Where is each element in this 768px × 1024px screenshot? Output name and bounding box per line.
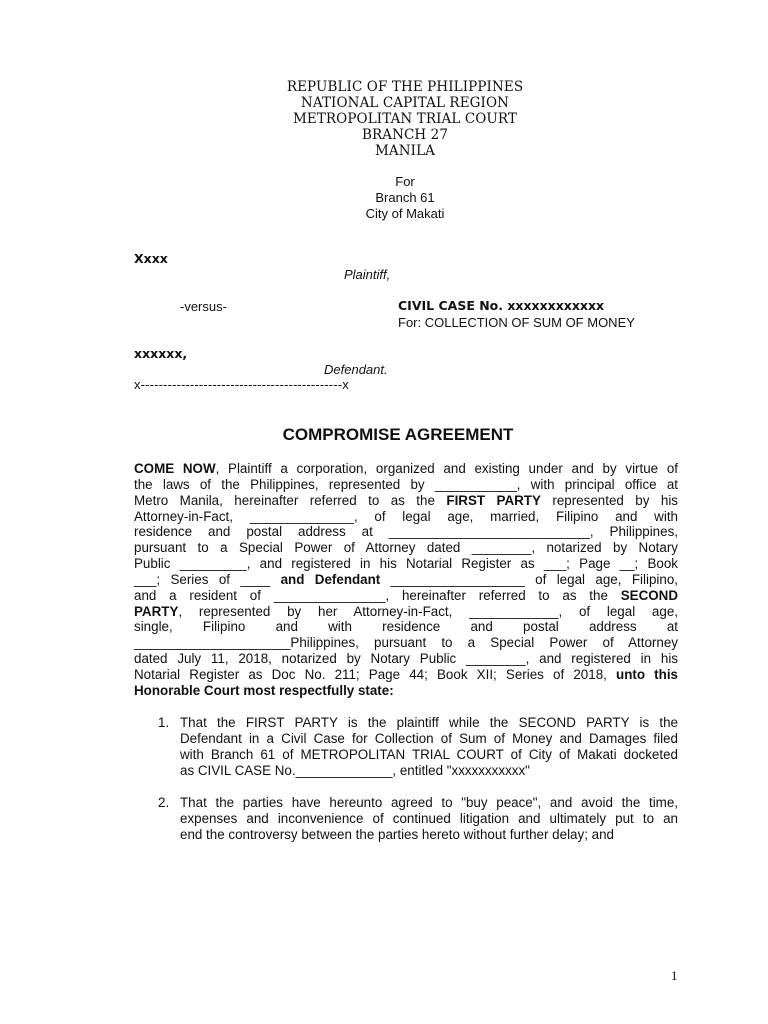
bold-text: and Defendant: [280, 571, 381, 587]
text-run: the laws of the Philippines, represented by ___________, with principal office at: [134, 476, 678, 492]
text-run: single, Filipino and with residence and postal address at: [134, 619, 678, 635]
text-run: _____________________Philippines, pursuant to a Special Power of Attorney: [134, 635, 678, 651]
intro-line: [134, 572, 678, 588]
list-item-line: That the FIRST PARTY is the plaintiff while the SECOND PARTY is the: [180, 715, 678, 730]
civil-case-number: CIVIL CASE No. xxxxxxxxxxxx: [398, 298, 605, 313]
header-line-republic: REPUBLIC OF THE PHILIPPINES: [286, 79, 524, 95]
list-item-text: [180, 715, 678, 778]
intro-line: [134, 619, 678, 635]
bold-text: Honorable Court most respectfully state:: [134, 682, 394, 698]
intro-line: [134, 540, 678, 556]
for-line: For: [395, 174, 415, 189]
list-item-line: with Branch 61 of METROPOLITAN TRIAL COURT of City of Makati docketed: [180, 746, 678, 762]
text-run: residence and postal address at ___________________________, Philippines,: [134, 524, 678, 540]
list-item-number: 2.: [158, 795, 170, 810]
intro-line: [134, 477, 678, 493]
intro-line: [134, 509, 678, 525]
intro-line: [134, 667, 678, 683]
text-run: and a resident of _______________, hereinafter referred to as the: [134, 587, 621, 603]
intro-paragraph: [134, 461, 678, 699]
list-item-line: end the controversy between the parties hereto without further delay; and: [180, 826, 614, 842]
intro-line: [134, 524, 678, 540]
header-line-region: NATIONAL CAPITAL REGION: [300, 95, 510, 111]
intro-line: [134, 635, 678, 651]
text-run: Notarial Register as Doc No. 211; Page 44; Book XII; Series of 2018,: [134, 666, 617, 682]
list-item-text: [180, 795, 678, 843]
text-run: ___; Series of ____: [134, 571, 281, 587]
document-title: COMPROMISE AGREEMENT: [282, 425, 514, 444]
plaintiff-label: Plaintiff,: [344, 267, 391, 282]
intro-line: [134, 493, 678, 509]
header-line-branch: BRANCH 27: [361, 127, 449, 143]
court-header: [0, 79, 768, 159]
plaintiff-name: Xxxx: [134, 251, 168, 266]
list-item-line: Defendant in a Civil Case for Collection of Sum of Money and Damages filed: [180, 730, 678, 746]
header-line-court: METROPOLITAN TRIAL COURT: [292, 111, 518, 127]
for-branch-line: Branch 61: [375, 190, 435, 205]
versus-label: -versus-: [180, 299, 227, 314]
text-run: Attorney-in-Fact, ______________, of legal age, married, Filipino and with: [134, 508, 678, 524]
header-line-city: MANILA: [374, 143, 436, 159]
bold-text: unto this: [616, 666, 678, 682]
text-run: , Plaintiff a corporation, organized and existing under and by virtue of: [215, 461, 678, 476]
text-run: __________________ of legal age, Filipino,: [380, 571, 679, 587]
intro-line: [134, 604, 678, 620]
bold-text: PARTY: [134, 603, 179, 619]
defendant-name: xxxxxx,: [134, 346, 188, 361]
text-run: pursuant to a Special Power of Attorney dated ________, notarized by Notary: [134, 540, 678, 556]
case-nature: For: COLLECTION OF SUM OF MONEY: [398, 315, 635, 330]
text-run: Public _________, and registered in his Notarial Register as ___; Page __; Book: [134, 556, 678, 572]
defendant-label: Defendant.: [324, 362, 388, 377]
for-city-line: City of Makati: [365, 206, 445, 221]
list-item-line: expenses and inconvenience of continued litigation and ultimately put to an: [180, 810, 678, 826]
text-run: dated July 11, 2018, notarized by Notary Public ________, and registered in his: [134, 651, 678, 667]
text-run: represented by his: [540, 492, 678, 508]
intro-line: [134, 556, 678, 572]
text-run: , represented by her Attorney-in-Fact, ____________, of legal age,: [178, 603, 678, 619]
for-block: [0, 174, 768, 222]
intro-line: [134, 588, 678, 604]
list-item-number: 1.: [158, 715, 170, 730]
intro-line: [134, 683, 678, 699]
intro-line: [134, 461, 678, 477]
bold-text: SECOND: [620, 587, 678, 603]
bold-text: COME NOW: [134, 461, 216, 476]
list-item-line: That the parties have hereunto agreed to "buy peace", and avoid the time,: [180, 795, 678, 810]
page-number: 1: [671, 968, 678, 983]
bold-text: FIRST PARTY: [446, 492, 541, 508]
intro-line: [134, 651, 678, 667]
caption-separator: x---------------------------------------------x: [134, 377, 349, 392]
text-run: Metro Manila, hereinafter referred to as the: [134, 492, 447, 508]
list-item-line: as CIVIL CASE No._____________, entitled "xxxxxxxxxxx": [180, 762, 530, 778]
